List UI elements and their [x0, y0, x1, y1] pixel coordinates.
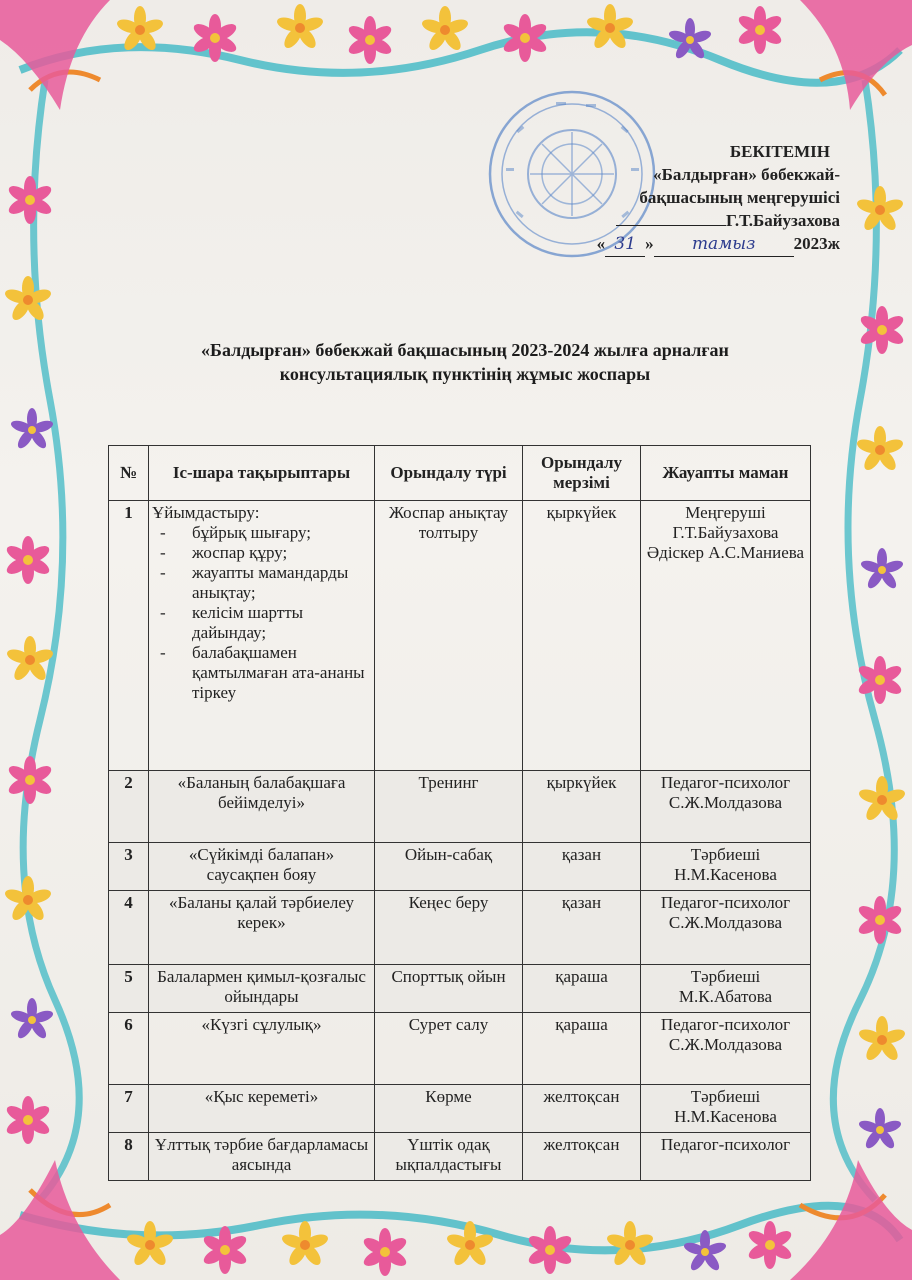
date-year: 2023ж — [793, 234, 840, 253]
row-term: қыркүйек — [523, 771, 641, 843]
row-topic: Ұлттық тәрбие бағдарламасы аясында — [149, 1133, 375, 1181]
row-term: қазан — [523, 843, 641, 891]
row-number: 1 — [109, 501, 149, 771]
document-title-line-2: консультациялық пунктінің жұмыс жоспары — [279, 364, 651, 384]
row-term: желтоқсан — [523, 1133, 641, 1181]
row-responsible: Педагог-психолог С.Ж.Молдазова — [641, 771, 811, 843]
list-item: - жауапты мамандарды анықтау; — [174, 563, 371, 603]
table-row — [109, 1133, 811, 1181]
header-term: Орындалу мерзімі — [523, 446, 641, 501]
row-type: Жоспар анықтау толтыру — [375, 501, 523, 771]
row-type: Көрме — [375, 1085, 523, 1133]
row-number: 5 — [109, 965, 149, 1013]
row-term: қазан — [523, 891, 641, 965]
table-row — [109, 771, 811, 843]
date-day: 31 — [605, 233, 645, 257]
row-type: Сурет салу — [375, 1013, 523, 1085]
table-header-row — [109, 446, 811, 501]
row-type: Кеңес беру — [375, 891, 523, 965]
list-item: - жоспар құру; — [174, 543, 371, 563]
date-month: тамыз — [654, 233, 794, 257]
row-number: 2 — [109, 771, 149, 843]
date-quote-open: « — [596, 234, 606, 253]
row-number: 8 — [109, 1133, 149, 1181]
row-responsible: Тәрбиеші Н.М.Касенова — [641, 1085, 811, 1133]
approval-head-name: Г.Т.Байузахова — [725, 211, 840, 230]
date-quote-close: » — [645, 234, 654, 253]
approval-head-name-row — [510, 209, 840, 232]
approval-date — [510, 232, 840, 257]
header-topic: Іс-шара тақырыптары — [149, 446, 375, 501]
document-title — [150, 338, 780, 386]
list-item: - келісім шартты дайындау; — [174, 603, 371, 643]
row-responsible: Педагог-психолог С.Ж.Молдазова — [641, 891, 811, 965]
table-row — [109, 965, 811, 1013]
header-number: № — [109, 446, 149, 501]
row-responsible: Тәрбиеші М.К.Абатова — [641, 965, 811, 1013]
topic-subitems — [152, 523, 371, 703]
table-row — [109, 843, 811, 891]
row-topic — [149, 501, 375, 771]
work-plan-table — [108, 445, 811, 1181]
header-type: Орындалу түрі — [375, 446, 523, 501]
row-topic: «Қыс кереметі» — [149, 1085, 375, 1133]
list-item: - балабақшамен қамтылмаған ата-ананы тіркеу — [174, 643, 371, 703]
list-item: - бұйрық шығару; — [174, 523, 371, 543]
approval-block — [510, 140, 840, 257]
row-responsible: Педагог-психолог — [641, 1133, 811, 1181]
row-responsible: Меңгеруші Г.Т.Байузахова Әдіскер А.С.Маниева — [641, 501, 811, 771]
document-title-line-1: «Балдырған» бөбекжай бақшасының 2023-2024 жылға арналған — [201, 340, 729, 360]
row-type: Ойын-сабақ — [375, 843, 523, 891]
row-type: Тренинг — [375, 771, 523, 843]
row-type: Үштік одақ ықпалдастығы — [375, 1133, 523, 1181]
row-topic: «Баланың балабақшаға бейімделуі» — [149, 771, 375, 843]
row-number: 4 — [109, 891, 149, 965]
approval-line-2: бақшасының меңгерушісі — [639, 188, 840, 207]
row-topic: Балалармен қимыл-қозғалыс ойындары — [149, 965, 375, 1013]
row-term: қыркүйек — [523, 501, 641, 771]
row-term: қараша — [523, 1013, 641, 1085]
table-row — [109, 501, 811, 771]
row-topic: «Күзгі сұлулық» — [149, 1013, 375, 1085]
row-type: Спорттық ойын — [375, 965, 523, 1013]
row-number: 6 — [109, 1013, 149, 1085]
table-row — [109, 1013, 811, 1085]
header-responsible: Жауапты маман — [641, 446, 811, 501]
row-number: 7 — [109, 1085, 149, 1133]
row-term: қараша — [523, 965, 641, 1013]
signature-line — [616, 209, 726, 226]
approval-title: БЕКІТЕМІН — [729, 142, 830, 161]
row-term: желтоқсан — [523, 1085, 641, 1133]
row-topic: «Сүйкімді балапан» саусақпен бояу — [149, 843, 375, 891]
approval-line-1: «Балдырған» бөбекжай- — [653, 165, 840, 184]
row-topic: «Баланы қалай тәрбиелеу керек» — [149, 891, 375, 965]
row-topic-heading: Ұйымдастыру: — [152, 503, 260, 522]
table-row — [109, 891, 811, 965]
row-responsible: Тәрбиеші Н.М.Касенова — [641, 843, 811, 891]
row-responsible: Педагог-психолог С.Ж.Молдазова — [641, 1013, 811, 1085]
table-row — [109, 1085, 811, 1133]
row-number: 3 — [109, 843, 149, 891]
